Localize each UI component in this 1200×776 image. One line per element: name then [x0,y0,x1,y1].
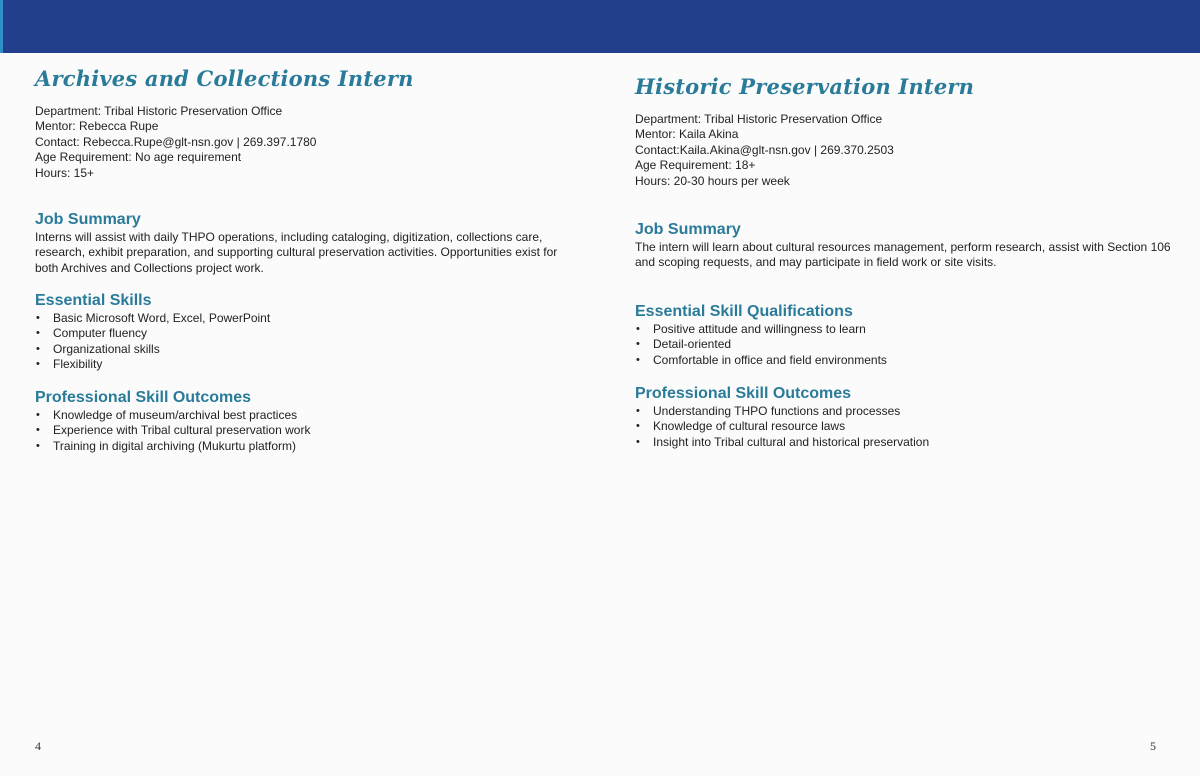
list-item: • Knowledge of museum/archival best practices [36,408,298,422]
left-skills-list [35,311,270,373]
list-item: • Flexibility [36,357,103,372]
right-age-requirement: Age Requirement: 18+ [635,158,756,173]
list-item: • Experience with Tribal cultural preservation work [36,423,311,438]
right-contact: Contact:Kaila.Akina@glt-nsn.gov | 269.370.2503 [635,142,894,157]
list-item: • Basic Microsoft Word, Excel, PowerPoint [36,311,271,325]
right-job-summary-text: The intern will learn about cultural resources management, perform research, assist with Section 106 and scoping requests, and may participate in field work or site visits. [635,240,1171,270]
right-department: Department: Tribal Historic Preservation Office [635,112,883,126]
list-item: • Insight into Tribal cultural and historical preservation [636,434,930,449]
left-age-requirement: Age Requirement: No age requirement [35,150,242,165]
list-item: • Detail-oriented [636,337,732,352]
left-outcomes-list [35,408,310,454]
banner-edge [0,0,3,53]
left-page-number: 4 [35,739,41,753]
left-department: Department: Tribal Historic Preservation Office [35,104,283,118]
left-skills-heading: Essential Skills [35,292,152,309]
right-mentor: Mentor: Kaila Akina [635,127,739,142]
list-item: • Computer fluency [36,326,148,341]
right-outcomes-heading: Professional Skill Outcomes [635,385,852,402]
right-skills-list [635,322,887,368]
list-item: • Positive attitude and willingness to learn [636,322,866,336]
left-job-summary-heading: Job Summary [35,211,141,228]
right-hours: Hours: 20-30 hours per week [635,173,790,188]
list-item: • Knowledge of cultural resource laws [636,419,846,434]
left-contact: Contact: Rebecca.Rupe@glt-nsn.gov | 269.397.1780 [35,134,317,149]
right-page-number: 5 [1150,739,1156,753]
left-hours: Hours: 15+ [35,165,95,180]
list-item: • Training in digital archiving (Mukurtu platform) [36,438,296,453]
left-job-summary-text: Interns will assist with daily THPO operations, including cataloging, digitization, collections care, research, exhibit preparation, and supporting cultural preservation activities. Opportunities exist for both Archives and Collections project work. [35,230,558,275]
list-item: • Comfortable in office and field environments [636,352,887,367]
right-page [635,0,1175,776]
left-title: Archives and Collections Intern [35,66,414,91]
right-info-block [635,112,894,189]
list-item: • Understanding THPO functions and processes [636,404,901,418]
list-item: • Organizational skills [36,341,160,356]
left-info-block [35,104,316,181]
right-outcomes-list [635,404,929,450]
left-outcomes-heading: Professional Skill Outcomes [35,389,252,406]
right-title: Historic Preservation Intern [635,74,975,99]
left-page [35,0,575,776]
right-skills-heading: Essential Skill Qualifications [635,303,853,320]
left-mentor: Mentor: Rebecca Rupe [35,119,159,134]
right-job-summary-heading: Job Summary [635,221,741,238]
